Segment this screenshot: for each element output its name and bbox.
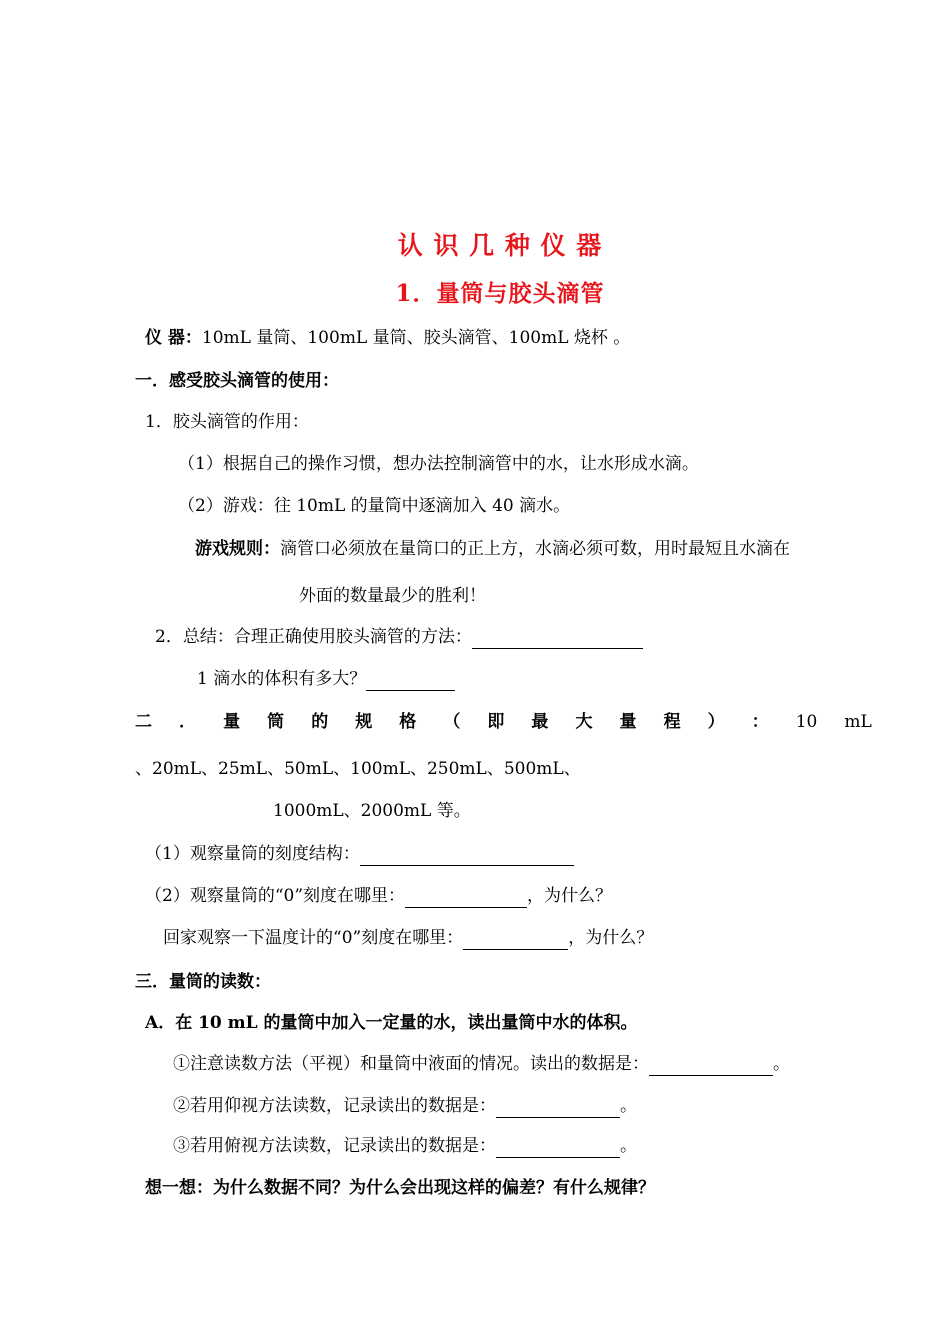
page-subtitle: 1．量筒与胶头滴管 — [395, 280, 605, 307]
reading-upward-blank[interactable] — [496, 1097, 620, 1118]
game-rule-text1: 滴管口必须放在量筒口的正上方，水滴必须可数，用时最短且水滴在 — [280, 539, 790, 559]
reading-downward — [173, 1134, 637, 1158]
reading-level — [173, 1052, 790, 1076]
think-question: 想一想：为什么数据不同？为什么会出现这样的偏差？有什么规律？ — [145, 1178, 655, 1198]
thermometer-zero-label: 回家观察一下温度计的“0”刻度在哪里： — [163, 928, 464, 948]
section2-char: mL — [844, 712, 872, 732]
section2-heading — [135, 710, 872, 734]
drop-volume-blank[interactable] — [366, 670, 455, 691]
section3-heading: 三．量筒的读数： — [135, 972, 271, 992]
section2-char: （ — [443, 712, 461, 732]
thermometer-zero-why: ，为什么？ — [568, 928, 654, 948]
reading-level-blank[interactable] — [649, 1055, 773, 1076]
section1-sub1: （1）根据自己的操作习惯，想办法控制滴管中的水，让水形成水滴。 — [178, 454, 699, 474]
scale-structure-blank[interactable] — [360, 845, 574, 866]
section2-char: ） — [707, 712, 725, 732]
section2-char: 量 — [619, 712, 637, 732]
section2-char: 二 — [135, 712, 152, 732]
reading-downward-label: ③若用俯视方法读数，记录读出的数据是： — [173, 1136, 496, 1156]
reading-upward-period: 。 — [620, 1096, 637, 1116]
section2-char: 规 — [355, 712, 373, 732]
thermometer-zero-blank[interactable] — [463, 929, 568, 950]
reading-upward-label: ②若用仰视方法读数，记录读出的数据是： — [173, 1096, 496, 1116]
zero-mark-blank[interactable] — [405, 887, 527, 908]
instruments-line — [145, 326, 630, 350]
game-rule-label: 游戏规则： — [195, 539, 280, 559]
instruments-text: 10mL 量筒、100mL 量筒、胶头滴管、100mL 烧杯 。 — [201, 328, 631, 348]
section2-char: 最 — [531, 712, 549, 732]
reading-downward-period: 。 — [620, 1136, 637, 1156]
section1-item1: 1．胶头滴管的作用： — [145, 412, 309, 432]
instruments-label: 仪 器： — [145, 328, 202, 348]
game-rule-text2: 外面的数量最少的胜利！ — [299, 586, 486, 606]
section2-char: 程 — [663, 712, 681, 732]
drop-volume-question — [197, 667, 455, 691]
reading-downward-blank[interactable] — [496, 1137, 620, 1158]
section2-char: ． — [179, 712, 197, 732]
section2-char: ： — [751, 712, 769, 732]
section3-part-a: A．在 10 mL 的量筒中加入一定量的水，读出量筒中水的体积。 — [145, 1013, 638, 1033]
section2-char: 的 — [311, 712, 329, 732]
section2-q3 — [163, 926, 653, 950]
section2-q2 — [145, 884, 612, 908]
zero-mark-why: ，为什么？ — [527, 886, 613, 906]
section2-char: 即 — [487, 712, 505, 732]
section2-char: 筒 — [267, 712, 285, 732]
summary-blank[interactable] — [472, 628, 643, 649]
reading-level-label: ①注意读数方法（平视）和量筒中液面的情况。读出的数据是： — [173, 1054, 649, 1074]
section2-sizes-line3: 1000mL、2000mL 等。 — [273, 801, 471, 821]
reading-upward — [173, 1094, 637, 1118]
section1-item2 — [155, 625, 643, 649]
section2-q1 — [145, 842, 574, 866]
scale-structure-label: （1）观察量筒的刻度结构： — [145, 844, 360, 864]
section2-sizes-line2: 、20mL、25mL、50mL、100mL、250mL、500mL、 — [135, 759, 581, 779]
zero-mark-label: （2）观察量筒的“0”刻度在哪里： — [145, 886, 406, 906]
section2-char: 量 — [223, 712, 241, 732]
game-rule-line — [195, 537, 790, 561]
summary-label: 2．总结：合理正确使用胶头滴管的方法： — [155, 627, 472, 647]
section2-char: 格 — [399, 712, 417, 732]
section1-heading: 一．感受胶头滴管的使用： — [135, 371, 339, 391]
reading-level-period: 。 — [773, 1054, 790, 1074]
section2-char: 10 — [795, 712, 818, 732]
section1-sub2: （2）游戏：往 10mL 的量筒中逐滴加入 40 滴水。 — [178, 496, 571, 516]
drop-volume-label: 1 滴水的体积有多大？ — [197, 669, 367, 689]
section2-char: 大 — [575, 712, 593, 732]
page-title: 认 识 几 种 仪 器 — [397, 231, 603, 260]
